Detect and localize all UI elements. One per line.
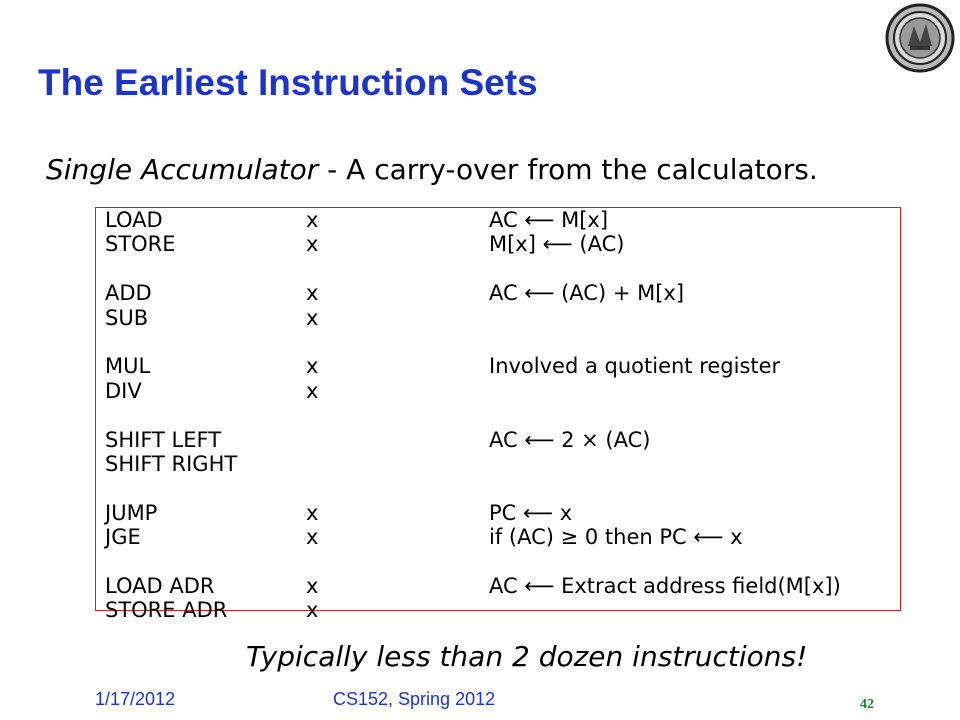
subtitle-text: - A carry-over from the calculators.	[318, 153, 818, 186]
opcode: ADD	[105, 281, 152, 306]
operand: x	[306, 305, 319, 330]
operand: x	[306, 208, 319, 232]
effect: if (AC) ≥ 0 then PC ⟵ x	[489, 525, 743, 550]
operand: x	[306, 573, 319, 598]
opcode: JGE	[105, 525, 141, 550]
effect: AC ⟵ Extract address field(M[x])	[489, 573, 841, 598]
opcode: SHIFT LEFT	[105, 427, 222, 452]
effect: M[x] ⟵ (AC)	[489, 232, 625, 257]
operand: x	[306, 598, 319, 623]
opcode: STORE ADR	[105, 598, 228, 623]
effect: Involved a quotient register	[489, 354, 781, 379]
operand: x	[306, 378, 319, 403]
effect: AC ⟵ (AC) + M[x]	[489, 281, 685, 306]
operand: x	[306, 525, 319, 550]
effect: AC ⟵ M[x]	[489, 208, 609, 232]
university-seal-icon	[884, 2, 956, 74]
subtitle-emphasis: Single Accumulator	[46, 153, 319, 186]
opcode: STORE	[105, 232, 176, 257]
opcode: SHIFT RIGHT	[105, 451, 238, 476]
opcode: MUL	[105, 354, 151, 379]
opcode: LOAD	[105, 208, 163, 232]
page-number: 42	[860, 697, 874, 712]
slide-title: The Earliest Instruction Sets	[38, 62, 538, 103]
subtitle	[46, 153, 818, 186]
effect: PC ⟵ x	[489, 500, 573, 525]
summary-note: Typically less than 2 dozen instructions!	[246, 640, 808, 673]
operand: x	[306, 354, 319, 379]
effect: AC ⟵ 2 × (AC)	[489, 427, 651, 452]
footer-date: 1/17/2012	[95, 689, 176, 709]
instruction-table-box	[95, 207, 901, 611]
operand: x	[306, 281, 319, 306]
operand: x	[306, 500, 319, 525]
opcode: JUMP	[105, 500, 158, 525]
opcode: DIV	[105, 378, 142, 403]
footer-course: CS152, Spring 2012	[333, 689, 496, 709]
operand: x	[306, 232, 319, 257]
opcode: LOAD ADR	[105, 573, 215, 598]
opcode: SUB	[105, 305, 149, 330]
